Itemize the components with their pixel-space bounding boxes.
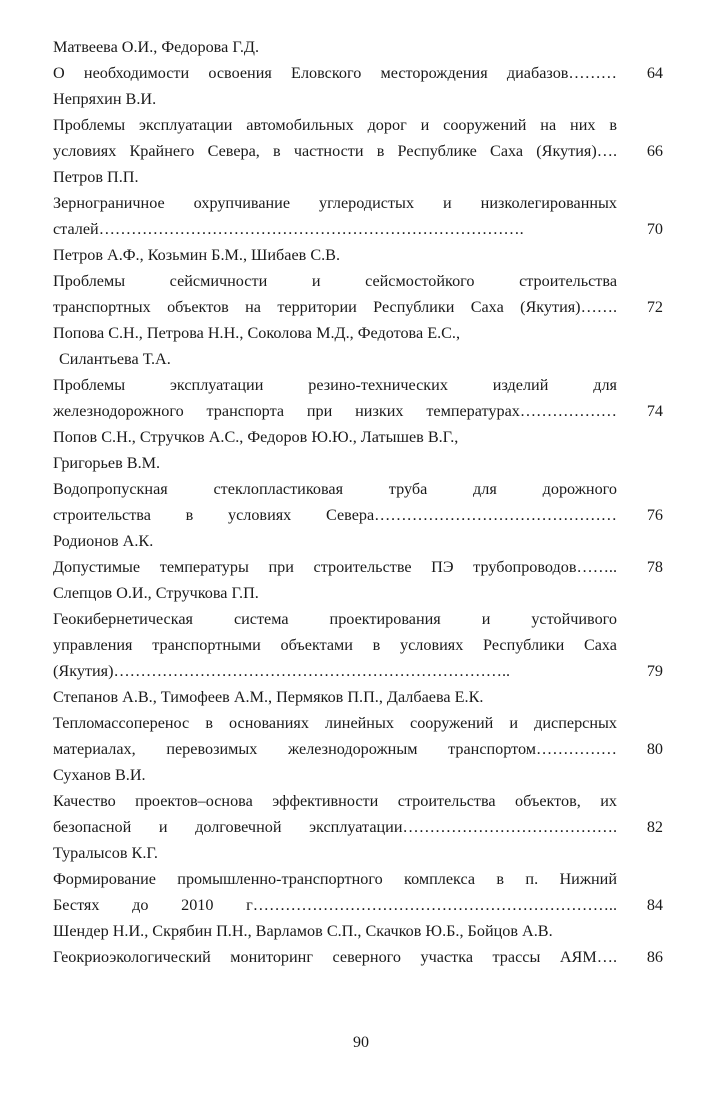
toc-entry-page: 70 <box>646 220 663 238</box>
title-line: Зернограничное охрупчивание углеродистых и низколегированных <box>53 194 617 212</box>
toc-entry-title-row <box>53 190 663 242</box>
toc-entry-title-row <box>53 372 663 424</box>
toc-entry-title-row <box>53 60 663 86</box>
toc-entry-page: 74 <box>646 402 663 420</box>
title-line: сталей……………………………………………………………………. <box>53 220 524 238</box>
author-line: Родионов А.К. <box>53 532 154 550</box>
toc-entry <box>53 684 663 762</box>
author-line: Непряхин В.И. <box>53 90 157 108</box>
toc-entry-page: 78 <box>646 558 663 576</box>
toc-entry <box>53 242 663 320</box>
toc-entry-title <box>53 944 617 970</box>
title-line: условиях Крайнего Севера, в частности в Республике Саха (Якутия)…. <box>53 142 617 160</box>
toc-entry <box>53 34 663 86</box>
toc-entry-title <box>53 190 617 242</box>
toc-entry-page: 80 <box>646 740 663 758</box>
title-line: Геокриоэкологический мониторинг северного участка трассы АЯМ…. <box>53 948 617 966</box>
author-line: Силантьева Т.А. <box>59 350 171 368</box>
author-line: Туралысов К.Г. <box>53 844 158 862</box>
toc-entry-authors <box>53 580 663 606</box>
author-line: Матвеева О.И., Федорова Г.Д. <box>53 38 259 56</box>
toc-entry-authors <box>53 164 663 190</box>
toc-entry-title <box>53 112 617 164</box>
toc-entry-authors <box>53 86 663 112</box>
title-line: Проблемы эксплуатации автомобильных дорог и сооружений на них в <box>53 116 617 134</box>
toc-entry-page: 79 <box>646 662 663 680</box>
toc-entry-title-row <box>53 268 663 320</box>
author-line: Суханов В.И. <box>53 766 146 784</box>
toc-entry-title <box>53 372 617 424</box>
title-line: Формирование промышленно-транспортного комплекса в п. Нижний <box>53 870 617 888</box>
author-line: Попова С.Н., Петрова Н.Н., Соколова М.Д., Федотова Е.С., <box>53 324 461 342</box>
toc-entry-authors <box>53 242 663 268</box>
toc-entry-authors <box>53 320 663 372</box>
toc-entry <box>53 580 663 684</box>
toc-entry-page: 86 <box>646 948 663 966</box>
author-line: Слепцов О.И., Стручкова Г.П. <box>53 584 259 602</box>
title-line: Качество проектов–основа эффективности строительства объектов, их <box>53 792 617 810</box>
title-line: Бестях до 2010 г………………………………………………………….. <box>53 896 617 914</box>
toc-entry-authors <box>53 424 663 476</box>
toc-entry-authors <box>53 528 663 554</box>
title-line: Допустимые температуры при строительстве ПЭ трубопроводов…….. <box>53 558 617 576</box>
toc-entry-page: 82 <box>646 818 663 836</box>
author-line: Попов С.Н., Стручков А.С., Федоров Ю.Ю., Латышев В.Г., <box>53 428 459 446</box>
toc-entry <box>53 424 663 528</box>
toc-entry-title-row <box>53 476 663 528</box>
page-number: 90 <box>353 1034 369 1051</box>
toc-entry-authors <box>53 840 663 866</box>
toc-entry-authors <box>53 918 663 944</box>
toc-entry-page: 84 <box>646 896 663 914</box>
toc-entry-page: 66 <box>646 142 663 160</box>
toc-entry-title-row <box>53 710 663 762</box>
toc-entry <box>53 320 663 424</box>
toc-entry-authors <box>53 684 663 710</box>
title-line: безопасной и долговечной эксплуатации…………………………………. <box>53 818 617 836</box>
toc-entry-title <box>53 710 617 762</box>
title-line: строительства в условиях Севера……………………………………… <box>53 506 617 524</box>
toc-entry-page: 72 <box>646 298 663 316</box>
title-line: железнодорожного транспорта при низких температурах……………… <box>53 402 617 420</box>
toc-entry-title-row <box>53 112 663 164</box>
title-line: (Якутия)……………………………………………………………….. <box>53 662 511 680</box>
title-line: Водопропускная стеклопластиковая труба для дорожного <box>53 480 617 498</box>
toc-entry-title-row <box>53 606 663 684</box>
title-line: Тепломассоперенос в основаниях линейных сооружений и дисперсных <box>53 714 617 732</box>
toc-entry <box>53 762 663 840</box>
toc-entry-authors <box>53 34 663 60</box>
title-line: Проблемы эксплуатации резино-технических изделий для <box>53 376 617 394</box>
title-line: О необходимости освоения Еловского месторождения диабазов……… <box>53 64 617 82</box>
toc-entry <box>53 840 663 918</box>
author-line: Петров А.Ф., Козьмин Б.М., Шибаев С.В. <box>53 246 341 264</box>
toc-entry <box>53 86 663 164</box>
toc-entry-page: 64 <box>646 64 663 82</box>
toc-entry-title <box>53 606 617 684</box>
toc-entry-title <box>53 268 617 320</box>
title-line: Проблемы сейсмичности и сейсмостойкого строительства <box>53 272 617 290</box>
title-line: материалах, перевозимых железнодорожным транспортом…………… <box>53 740 617 758</box>
toc-entry <box>53 918 663 970</box>
toc-entry-title-row <box>53 554 663 580</box>
author-line: Петров П.П. <box>53 168 139 186</box>
toc-entry-authors <box>53 762 663 788</box>
toc-entry <box>53 164 663 242</box>
table-of-contents <box>53 34 663 970</box>
toc-entry-title <box>53 788 617 840</box>
author-line: Степанов А.В., Тимофеев А.М., Пермяков П.П., Далбаева Е.К. <box>53 688 484 706</box>
toc-entry-title <box>53 554 617 580</box>
toc-entry-title-row <box>53 944 663 970</box>
toc-entry-title <box>53 60 617 86</box>
title-line: управления транспортными объектами в условиях Республики Саха <box>53 636 617 654</box>
toc-entry <box>53 528 663 580</box>
toc-entry-page: 76 <box>646 506 663 524</box>
author-line: Григорьев В.М. <box>53 454 161 472</box>
toc-entry-title <box>53 476 617 528</box>
toc-entry-title <box>53 866 617 918</box>
title-line: Геокибернетическая система проектирования и устойчивого <box>53 610 617 628</box>
toc-entry-title-row <box>53 866 663 918</box>
title-line: транспортных объектов на территории Республики Саха (Якутия)……. <box>53 298 617 316</box>
author-line: Шендер Н.И., Скрябин П.Н., Варламов С.П., Скачков Ю.Б., Бойцов А.В. <box>53 922 553 940</box>
toc-entry-title-row <box>53 788 663 840</box>
